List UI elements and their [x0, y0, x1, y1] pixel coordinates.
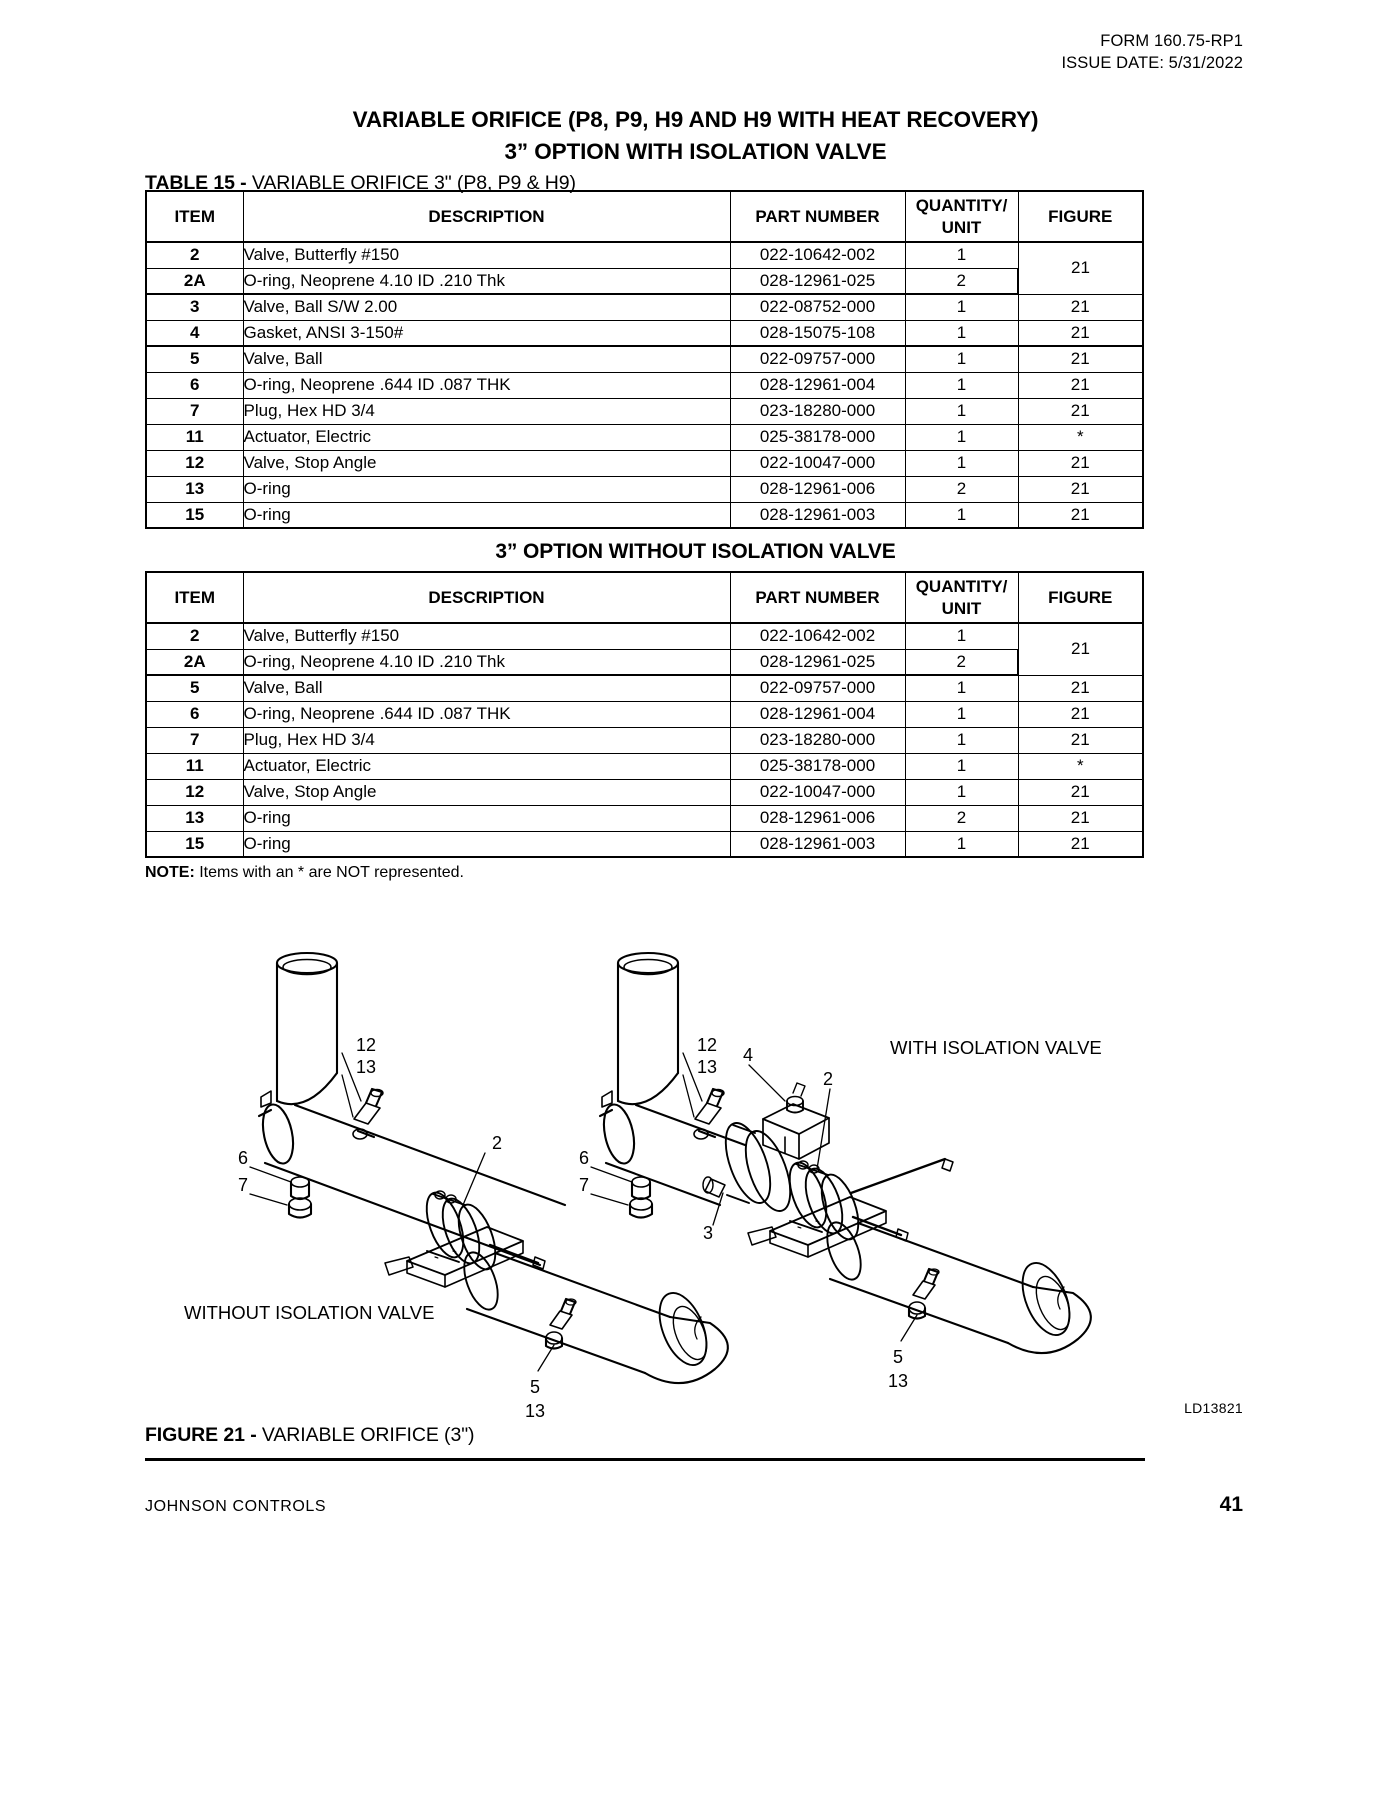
cell-item: 13 [146, 805, 243, 831]
cell-part-number: 023-18280-000 [730, 398, 905, 424]
table-row [146, 450, 1143, 476]
cell-description: O-ring [243, 502, 730, 528]
cell-description: Valve, Ball [243, 675, 730, 701]
issue-date: ISSUE DATE: 5/31/2022 [1061, 54, 1243, 73]
table-row [146, 675, 1143, 701]
cell-figure: 21 [1018, 779, 1143, 805]
cell-description: O-ring, Neoprene 4.10 ID .210 Thk [243, 268, 730, 294]
cell-description: Valve, Ball S/W 2.00 [243, 294, 730, 320]
callout-left-12: 12 [356, 1035, 377, 1055]
callout-left-13: 13 [356, 1057, 377, 1077]
cell-item: 3 [146, 294, 243, 320]
cell-description: O-ring [243, 476, 730, 502]
cell-part-number: 022-09757-000 [730, 675, 905, 701]
column-header-item: ITEM [146, 191, 243, 242]
cell-part-number: 028-15075-108 [730, 320, 905, 346]
cell-quantity: 1 [905, 294, 1018, 320]
footer-company-name: JOHNSON CONTROLS [145, 1498, 327, 1515]
cell-quantity: 1 [905, 701, 1018, 727]
table-row [146, 753, 1143, 779]
cell-quantity: 2 [905, 649, 1018, 675]
table-row [146, 727, 1143, 753]
figure-caption-label: FIGURE 21 - [145, 1424, 257, 1446]
cell-part-number: 022-10642-002 [730, 242, 905, 268]
cell-figure: 21 [1018, 675, 1143, 701]
cell-part-number: 022-09757-000 [730, 346, 905, 372]
cell-item: 2A [146, 268, 243, 294]
cell-quantity: 1 [905, 502, 1018, 528]
callout-right-2: 2 [823, 1069, 834, 1089]
table-row [146, 372, 1143, 398]
cell-item: 13 [146, 476, 243, 502]
cell-description: Actuator, Electric [243, 424, 730, 450]
column-header-quantity-line-2: UNIT [941, 598, 982, 618]
cell-item: 11 [146, 424, 243, 450]
cell-part-number: 028-12961-025 [730, 649, 905, 675]
cell-quantity: 1 [905, 727, 1018, 753]
page-number: 41 [1219, 1493, 1243, 1516]
callout-left-5-13: 13 [525, 1401, 546, 1421]
table-row [146, 623, 1143, 649]
cell-description: O-ring [243, 805, 730, 831]
cell-item: 5 [146, 346, 243, 372]
column-header-part-number: PART NUMBER [730, 191, 905, 242]
cell-figure: 21 [1018, 346, 1143, 372]
cell-part-number: 028-12961-006 [730, 805, 905, 831]
column-header-figure: FIGURE [1018, 572, 1143, 623]
cell-description: Valve, Stop Angle [243, 450, 730, 476]
parts-table-with-isolation-valve [145, 190, 1144, 529]
cell-description: Valve, Butterfly #150 [243, 623, 730, 649]
note-text [145, 864, 464, 882]
cell-description: O-ring, Neoprene 4.10 ID .210 Thk [243, 649, 730, 675]
cell-figure: 21 [1018, 476, 1143, 502]
cell-quantity: 1 [905, 450, 1018, 476]
section-title-without-isolation-valve: 3” OPTION WITHOUT ISOLATION VALVE [495, 540, 896, 563]
column-header-description: DESCRIPTION [243, 191, 730, 242]
cell-part-number: 028-12961-003 [730, 831, 905, 857]
table-row [146, 242, 1143, 268]
callout-left-7: 7 [238, 1175, 249, 1195]
cell-part-number: 022-10642-002 [730, 623, 905, 649]
cell-item: 11 [146, 753, 243, 779]
cell-item: 2A [146, 649, 243, 675]
table-row [146, 424, 1143, 450]
cell-quantity: 2 [905, 476, 1018, 502]
table-1-caption-label: TABLE 15 - [145, 172, 247, 194]
form-number: FORM 160.75-RP1 [1100, 32, 1243, 50]
drawing-code: LD13821 [1184, 1400, 1243, 1416]
callout-right-3: 3 [703, 1223, 714, 1243]
cell-quantity: 1 [905, 675, 1018, 701]
callout-left-5: 5 [530, 1377, 541, 1397]
column-header-quantity-line-1: QUANTITY/ [915, 577, 1008, 597]
table-1-header-row [146, 191, 1143, 242]
column-header-quantity-line-2: UNIT [941, 217, 982, 237]
cell-quantity: 1 [905, 398, 1018, 424]
column-header-part-number: PART NUMBER [730, 572, 905, 623]
cell-part-number: 025-38178-000 [730, 753, 905, 779]
figure-21-drawing [145, 905, 1155, 1425]
table-1-caption-text: VARIABLE ORIFICE 3" (P8, P9 & H9) [246, 172, 576, 194]
cell-description: Gasket, ANSI 3-150# [243, 320, 730, 346]
page-title [0, 104, 1391, 168]
note-body: Items with an * are NOT represented. [194, 864, 464, 881]
cell-figure: * [1018, 753, 1143, 779]
column-header-figure: FIGURE [1018, 191, 1143, 242]
table-1-head [146, 191, 1143, 242]
cell-part-number: 023-18280-000 [730, 727, 905, 753]
cell-quantity: 1 [905, 242, 1018, 268]
figure-label-without-isolation-valve: WITHOUT ISOLATION VALVE [184, 1302, 435, 1323]
cell-figure: 21 [1018, 502, 1143, 528]
cell-quantity: 1 [905, 424, 1018, 450]
cell-item: 15 [146, 831, 243, 857]
page-title-line-1: VARIABLE ORIFICE (P8, P9, H9 AND H9 WITH HEAT RECOVERY) [352, 107, 1039, 132]
callout-right-5-13: 13 [888, 1371, 909, 1391]
note-label: NOTE: [145, 864, 195, 881]
cell-description: O-ring, Neoprene .644 ID .087 THK [243, 372, 730, 398]
cell-item: 12 [146, 779, 243, 805]
cell-part-number: 028-12961-003 [730, 502, 905, 528]
cell-part-number: 025-38178-000 [730, 424, 905, 450]
cell-quantity: 1 [905, 623, 1018, 649]
isometric-assembly-drawing [145, 905, 1155, 1425]
cell-quantity: 2 [905, 268, 1018, 294]
column-header-quantity-line-1: QUANTITY/ [915, 196, 1008, 216]
cell-figure: 21 [1018, 727, 1143, 753]
table-2-header-row [146, 572, 1143, 623]
cell-figure: 21 [1018, 831, 1143, 857]
cell-quantity: 1 [905, 346, 1018, 372]
callout-right-4: 4 [743, 1045, 754, 1065]
table-1-body [146, 242, 1143, 528]
footer-divider [145, 1458, 1145, 1461]
cell-description: Valve, Ball [243, 346, 730, 372]
page-title-line-2: 3” OPTION WITH ISOLATION VALVE [504, 138, 887, 164]
table-2-body [146, 623, 1143, 857]
callout-left-6: 6 [238, 1148, 249, 1168]
callout-right-12: 12 [697, 1035, 718, 1055]
cell-figure: 21 [1018, 372, 1143, 398]
cell-item: 7 [146, 398, 243, 424]
cell-description: Actuator, Electric [243, 753, 730, 779]
column-header-description: DESCRIPTION [243, 572, 730, 623]
table-row [146, 268, 1143, 294]
cell-description: Plug, Hex HD 3/4 [243, 398, 730, 424]
callout-left-2: 2 [492, 1133, 503, 1153]
cell-figure: 21 [1018, 450, 1143, 476]
document-header [1061, 30, 1243, 75]
cell-quantity: 1 [905, 779, 1018, 805]
cell-item: 6 [146, 372, 243, 398]
figure-label-with-isolation-valve: WITH ISOLATION VALVE [890, 1037, 1102, 1058]
cell-figure: 21 [1018, 398, 1143, 424]
cell-figure: 21 [1018, 623, 1143, 675]
table-row [146, 805, 1143, 831]
cell-item: 2 [146, 242, 243, 268]
table-row [146, 398, 1143, 424]
cell-item: 7 [146, 727, 243, 753]
cell-part-number: 028-12961-004 [730, 701, 905, 727]
table-row [146, 701, 1143, 727]
callout-right-7: 7 [579, 1175, 590, 1195]
cell-description: O-ring, Neoprene .644 ID .087 THK [243, 701, 730, 727]
figure-caption [145, 1424, 474, 1447]
cell-part-number: 028-12961-025 [730, 268, 905, 294]
callout-right-13: 13 [697, 1057, 718, 1077]
cell-part-number: 022-10047-000 [730, 779, 905, 805]
table-row [146, 476, 1143, 502]
table-row [146, 320, 1143, 346]
table-row [146, 346, 1143, 372]
cell-quantity: 1 [905, 372, 1018, 398]
cell-quantity: 2 [905, 805, 1018, 831]
table-row [146, 649, 1143, 675]
cell-item: 2 [146, 623, 243, 649]
cell-figure: 21 [1018, 805, 1143, 831]
cell-item: 12 [146, 450, 243, 476]
cell-figure: 21 [1018, 701, 1143, 727]
cell-description: Plug, Hex HD 3/4 [243, 727, 730, 753]
cell-figure: 21 [1018, 242, 1143, 294]
cell-description: Valve, Stop Angle [243, 779, 730, 805]
cell-figure: 21 [1018, 294, 1143, 320]
cell-item: 6 [146, 701, 243, 727]
cell-description: Valve, Butterfly #150 [243, 242, 730, 268]
table-row [146, 779, 1143, 805]
cell-quantity: 1 [905, 753, 1018, 779]
column-header-quantity-unit [905, 572, 1018, 623]
callout-right-5: 5 [893, 1347, 904, 1367]
parts-table-without-isolation-valve [145, 571, 1144, 858]
table-row [146, 294, 1143, 320]
cell-item: 15 [146, 502, 243, 528]
table-row [146, 831, 1143, 857]
cell-description: O-ring [243, 831, 730, 857]
column-header-item: ITEM [146, 572, 243, 623]
cell-quantity: 1 [905, 320, 1018, 346]
cell-part-number: 028-12961-006 [730, 476, 905, 502]
cell-item: 4 [146, 320, 243, 346]
cell-quantity: 1 [905, 831, 1018, 857]
cell-figure: * [1018, 424, 1143, 450]
table-2-head [146, 572, 1143, 623]
cell-item: 5 [146, 675, 243, 701]
cell-part-number: 022-08752-000 [730, 294, 905, 320]
figure-caption-text: VARIABLE ORIFICE (3") [256, 1424, 475, 1446]
column-header-quantity-unit [905, 191, 1018, 242]
cell-part-number: 028-12961-004 [730, 372, 905, 398]
table-row [146, 502, 1143, 528]
cell-part-number: 022-10047-000 [730, 450, 905, 476]
cell-figure: 21 [1018, 320, 1143, 346]
callout-right-6: 6 [579, 1148, 590, 1168]
